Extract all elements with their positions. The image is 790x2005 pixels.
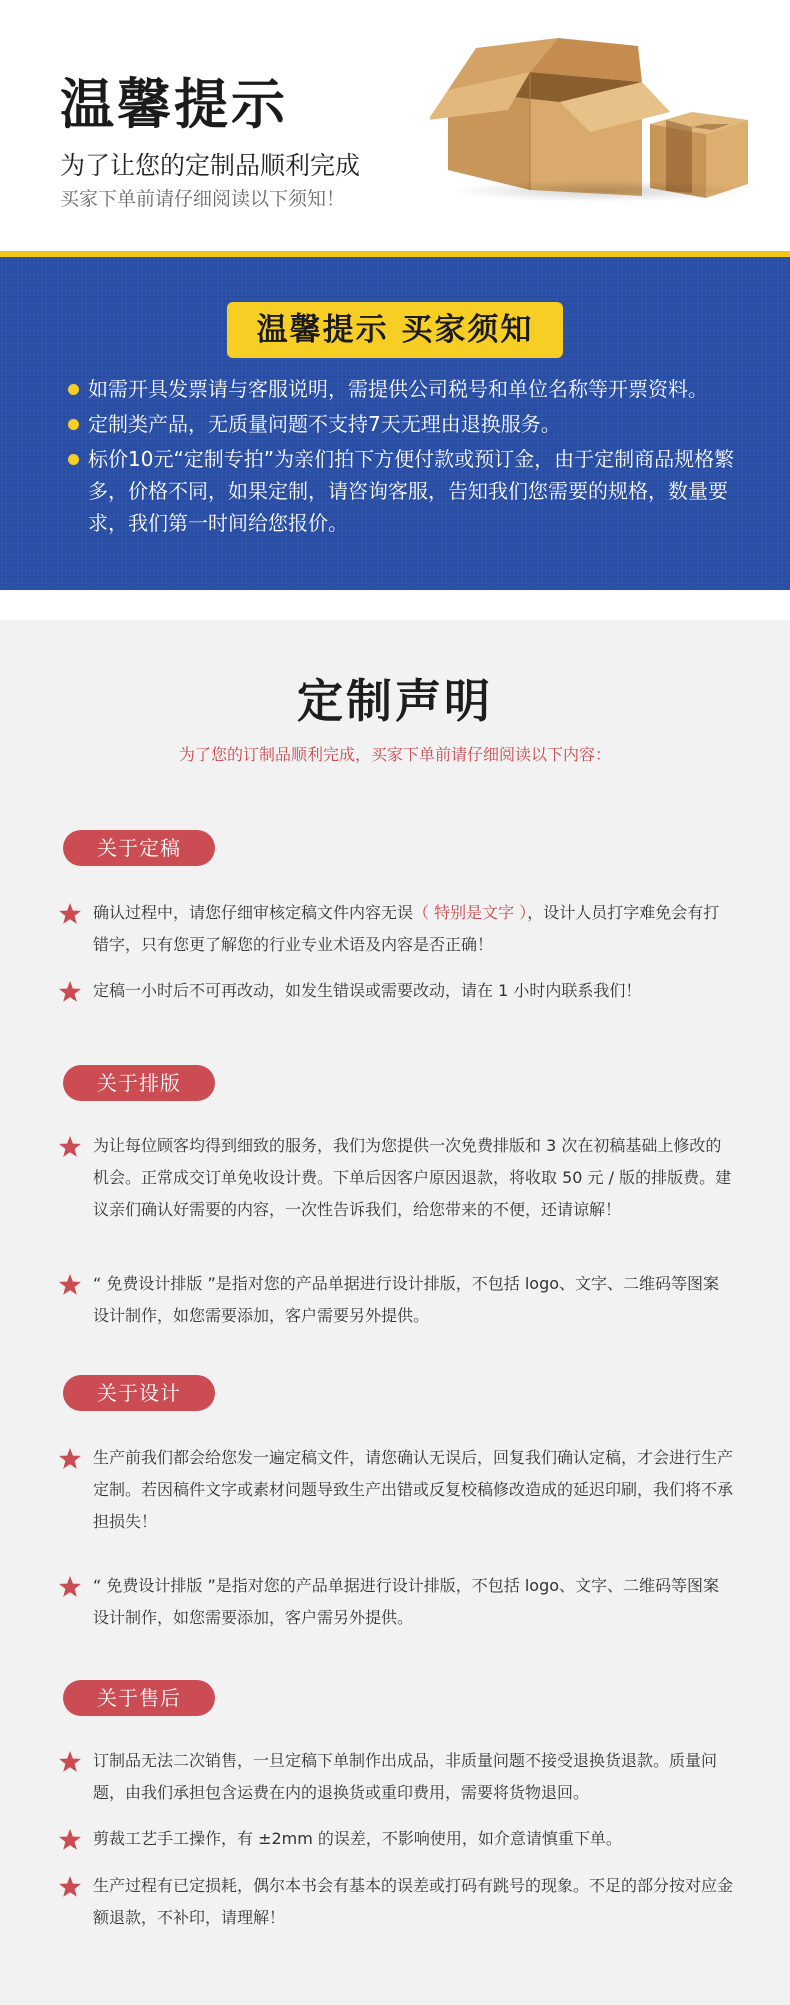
list-item (58, 1745, 734, 1809)
section-label-layout: 关于排版 (63, 1065, 215, 1101)
notice-item (68, 408, 738, 440)
list-item (58, 1570, 734, 1634)
item-text: 生产前我们都会给您发一遍定稿文件，请您确认无误后，回复我们确认定稿，才会进行生产定制。若因稿件文字或素材问题导致生产出错或反复校稿修改造成的延迟印刷，我们将不承担损失！ (93, 1448, 734, 1531)
declaration-subtitle: 为了您的订制品顺利完成，买家下单前请仔细阅读以下内容： (178, 745, 611, 764)
section-gap (0, 590, 790, 620)
declaration-panel (0, 620, 790, 2005)
bullet-dot-icon (68, 419, 79, 430)
item-text-after: ，设计人员打字难免会有打错字，只有您更了解您的行业专业术语及内容是否正确！ (93, 903, 720, 954)
bullet-dot-icon (68, 454, 79, 465)
list-item (58, 1823, 734, 1855)
notice-item (68, 443, 738, 539)
star-icon (58, 1750, 82, 1774)
item-text: “ 免费设计排版 ”是指对您的产品单据进行设计排版，不包括 logo、文字、二维码等图案设计制作，如您需要添加，客户需另外提供。 (93, 1576, 720, 1627)
notice-list (68, 373, 738, 542)
item-text: 定稿一小时后不可再改动，如发生错误或需要改动，请在 1 小时内联系我们！ (93, 981, 642, 1000)
notice-item-text: 定制类产品，无质量问题不支持7天无理由退换服务。 (88, 412, 561, 436)
list-item (58, 897, 734, 961)
star-icon (58, 1273, 82, 1297)
star-icon (58, 902, 82, 926)
header (0, 0, 790, 253)
notice-badge: 温馨提示 买家须知 (227, 302, 563, 358)
item-text: 剪裁工艺手工操作，有 ±2mm 的误差，不影响使用，如介意请慎重下单。 (93, 1829, 622, 1848)
header-subtitle: 为了让您的定制品顺利完成 (60, 151, 361, 180)
list-item (58, 1130, 734, 1226)
list-item (58, 975, 734, 1007)
star-icon (58, 1828, 82, 1852)
header-title: 温馨提示 (60, 73, 288, 136)
star-icon (58, 1875, 82, 1899)
star-icon (58, 980, 82, 1004)
section-label-design: 关于设计 (63, 1375, 215, 1411)
cardboard-boxes-illustration (430, 20, 760, 210)
notice-item (68, 373, 738, 405)
cardboard-box-large-icon (430, 38, 670, 196)
list-item (58, 1870, 734, 1934)
list-item (58, 1442, 734, 1538)
notice-item-text: 标价10元“定制专拍”为亲们拍下方便付款或预订金，由于定制商品规格繁多，价格不同，如果定制，请咨询客服，告知我们您需要的规格，数量要求，我们第一时间给您报价。 (88, 447, 735, 535)
item-text: “ 免费设计排版 ”是指对您的产品单据进行设计排版，不包括 logo、文字、二维码等图案设计制作，如您需要添加，客户需要另外提供。 (93, 1274, 720, 1325)
bullet-dot-icon (68, 384, 79, 395)
star-icon (58, 1575, 82, 1599)
star-icon (58, 1447, 82, 1471)
item-text: 为让每位顾客均得到细致的服务，我们为您提供一次免费排版和 3 次在初稿基础上修改的机会。正常成交订单免收设计费。下单后因客户原因退款，将收取 50 元 / 版的排版费。建议亲们确认好需要的内容，一次性告诉我们，给您带来的不便，还请谅解！ (93, 1136, 732, 1219)
section-label-finalization: 关于定稿 (63, 830, 215, 866)
item-highlight: （ 特别是文字 ） (413, 903, 528, 922)
list-item (58, 1268, 734, 1332)
notice-item-text: 如需开具发票请与客服说明，需提供公司税号和单位名称等开票资料。 (88, 377, 708, 401)
notice-panel (0, 257, 790, 590)
box-shadow (450, 180, 750, 202)
section-label-after-sales: 关于售后 (63, 1680, 215, 1716)
declaration-title: 定制声明 (297, 674, 493, 728)
item-text: 生产过程有已定损耗，偶尔本书会有基本的误差或打码有跳号的现象。不足的部分按对应金额退款，不补印，请理解！ (93, 1876, 734, 1927)
star-icon (58, 1135, 82, 1159)
header-subtitle-secondary: 买家下单前请仔细阅读以下须知！ (60, 188, 346, 210)
item-text: 确认过程中，请您仔细审核定稿文件内容无误 (93, 903, 414, 922)
item-text: 订制品无法二次销售，一旦定稿下单制作出成品，非质量问题不接受退换货退款。质量问题，由我们承担包含运费在内的退换货或重印费用，需要将货物退回。 (93, 1751, 718, 1802)
